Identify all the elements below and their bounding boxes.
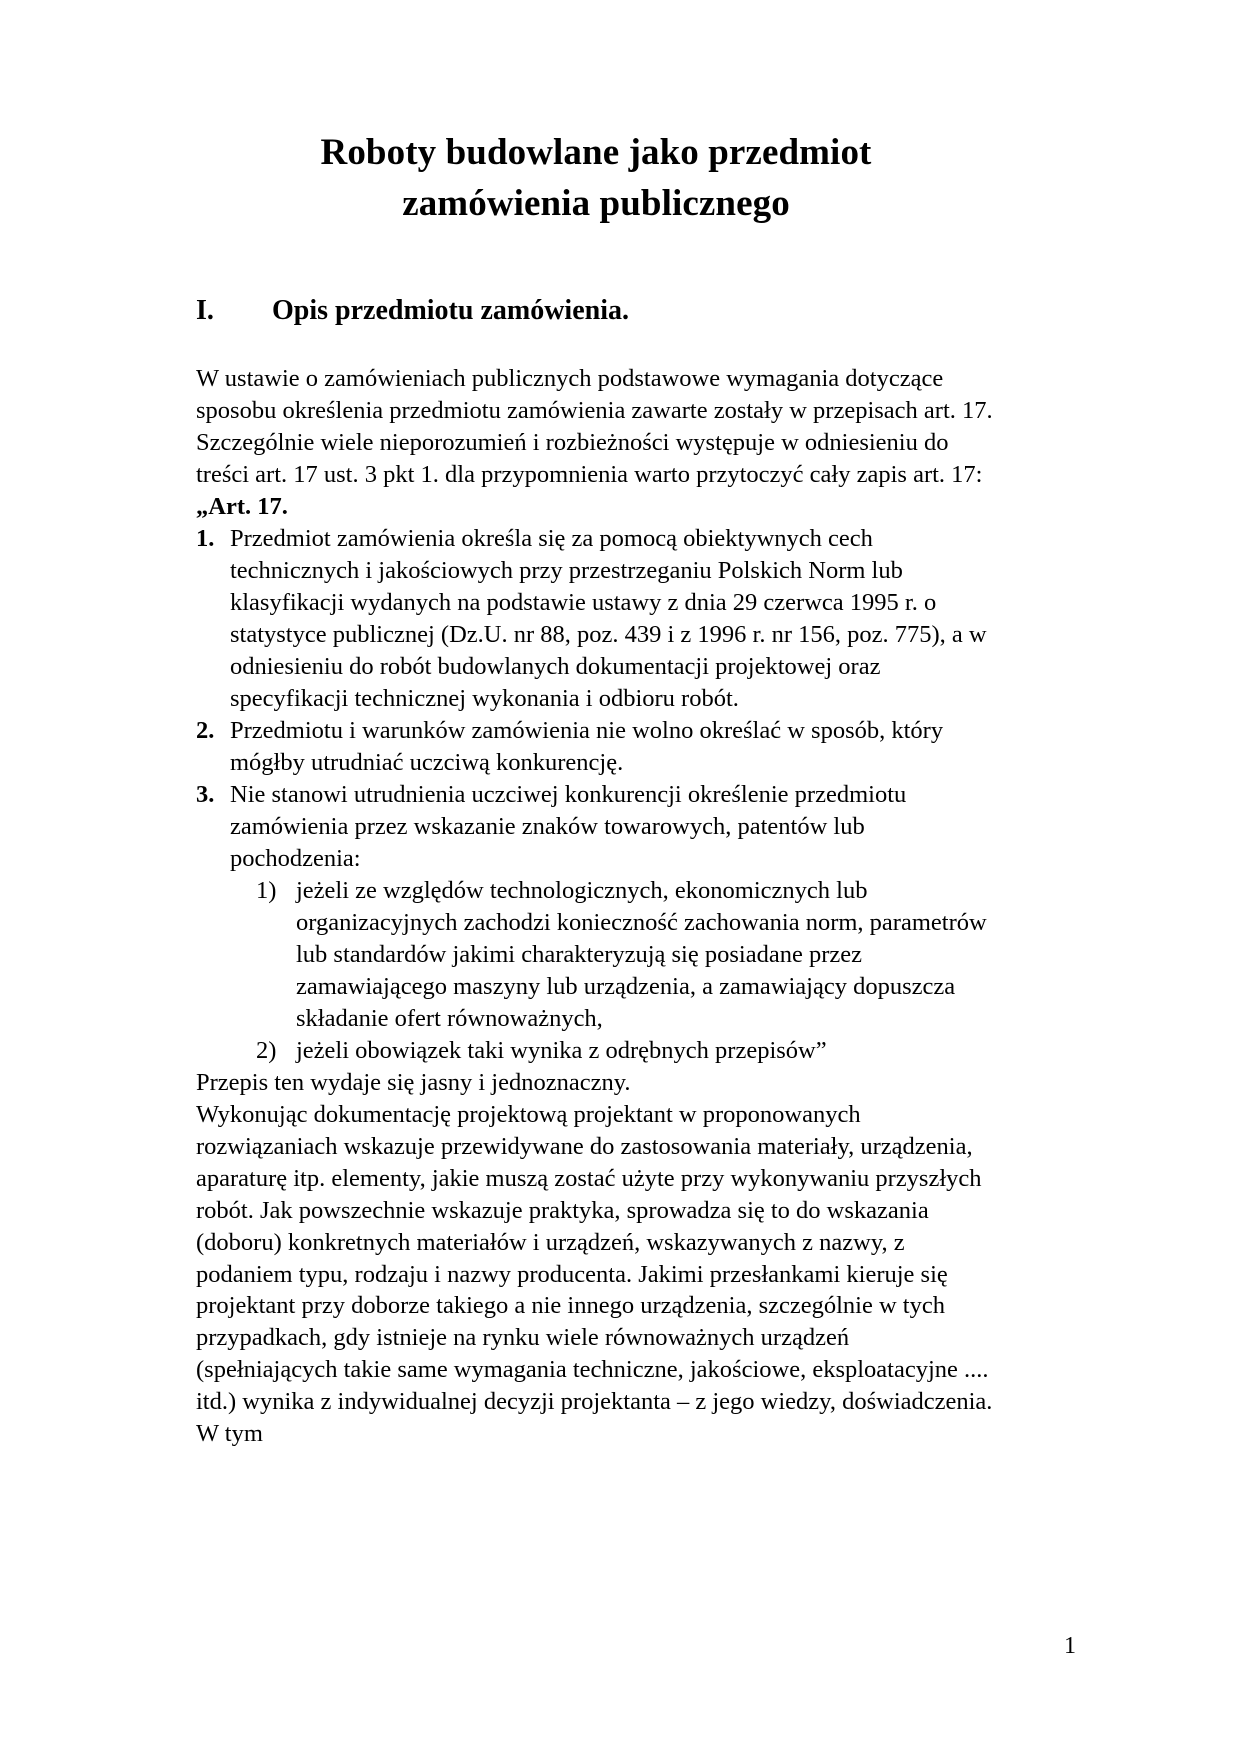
legal-item-marker: 2. (196, 717, 215, 745)
closing-paragraphs (196, 1067, 996, 1451)
legal-sub-item (256, 1035, 996, 1067)
legal-item-marker: 3. (196, 780, 215, 808)
legal-item (196, 715, 996, 779)
legal-sub-item-text: jeżeli ze względów technologicznych, ekonomicznych lub organizacyjnych zachodzi konieczność zachowania norm, parametrów lub standardów jakimi charakteryzują się posiadane przez zamawiającego maszyny lub urządzenia, a zamawiający dopuszcza składanie ofert równoważnych, (296, 876, 987, 1032)
legal-item-marker: 1. (196, 525, 215, 553)
page-title (196, 0, 996, 229)
legal-sub-item-marker: 1) (256, 876, 277, 904)
page-title-line-1: Roboty budowlane jako przedmiot (320, 132, 872, 173)
closing-paragraph: Wykonując dokumentację projektową projektant w proponowanych rozwiązaniach wskazuje przewidywane do zastosowania materiały, urządzenia, aparaturę itp. elementy, jakie muszą zostać użyte przy wykonywaniu przyszłych robót. Jak powszechnie wskazuje praktyka, sprowadza się to do wskazania (doboru) konkretnych materiałów i urządzeń, wskazywanych z nazwy, z podaniem typu, rodzaju i nazwy producenta. Jakimi przesłankami kieruje się projektant przy doborze takiego a nie innego urządzenia, szczególnie w tych przypadkach, gdy istnieje na rynku wiele równoważnych urządzeń (spełniających takie same wymagania techniczne, jakościowe, eksploatacyjne .... itd.) wynika z indywidualnej decyzji projektanta – z jego wiedzy, doświadczenia. W tym (196, 1100, 993, 1448)
section-number: I. (196, 295, 214, 327)
legal-item-list (196, 523, 996, 875)
legal-sub-item-marker: 2) (256, 1036, 277, 1064)
section-heading (196, 229, 996, 327)
page-content (196, 0, 996, 1450)
legal-sub-item-list (196, 875, 996, 1067)
closing-paragraph: Przepis ten wydaje się jasny i jednoznaczny. (196, 1068, 631, 1096)
legal-sub-item (256, 875, 996, 1035)
legal-item (196, 523, 996, 715)
page-number: 1 (1064, 1633, 1076, 1659)
section-title: Opis przedmiotu zamówienia. (272, 295, 629, 327)
page-title-line-2: zamówienia publicznego (402, 182, 790, 224)
legal-item (196, 779, 996, 875)
legal-item-text: Nie stanowi utrudnienia uczciwej konkurencji określenie przedmiotu zamówienia przez wskazanie znaków towarowych, patentów lub pochodzenia: (230, 780, 907, 872)
quote-heading: „Art. 17. (196, 493, 288, 521)
intro-paragraph: W ustawie o zamówieniach publicznych podstawowe wymagania dotyczące sposobu określenia przedmiotu zamówienia zawarte zostały w przepisach art. 17. Szczególnie wiele nieporozumień i rozbieżności występuje w odniesieniu do treści art. 17 ust. 3 pkt 1. dla przypomnienia warto przytoczyć cały zapis art. 17: (196, 365, 993, 489)
body-text (196, 327, 996, 1450)
legal-item-text: Przedmiot zamówienia określa się za pomocą obiektywnych cech technicznych i jakościowych przy przestrzeganiu Polskich Norm lub klasyfikacji wydanych na podstawie ustawy z dnia 29 czerwca 1995 r. o statystyce publicznej (Dz.U. nr 88, poz. 439 i z 1996 r. nr 156, poz. 775), a w odniesieniu do robót budowlanych dokumentacji projektowej oraz specyfikacji technicznej wykonania i odbioru robót. (230, 525, 987, 713)
legal-item-text: Przedmiotu i warunków zamówienia nie wolno określać w sposób, który mógłby utrudniać uczciwą konkurencję. (230, 717, 944, 776)
legal-sub-item-text: jeżeli obowiązek taki wynika z odrębnych przepisów” (296, 1036, 827, 1064)
